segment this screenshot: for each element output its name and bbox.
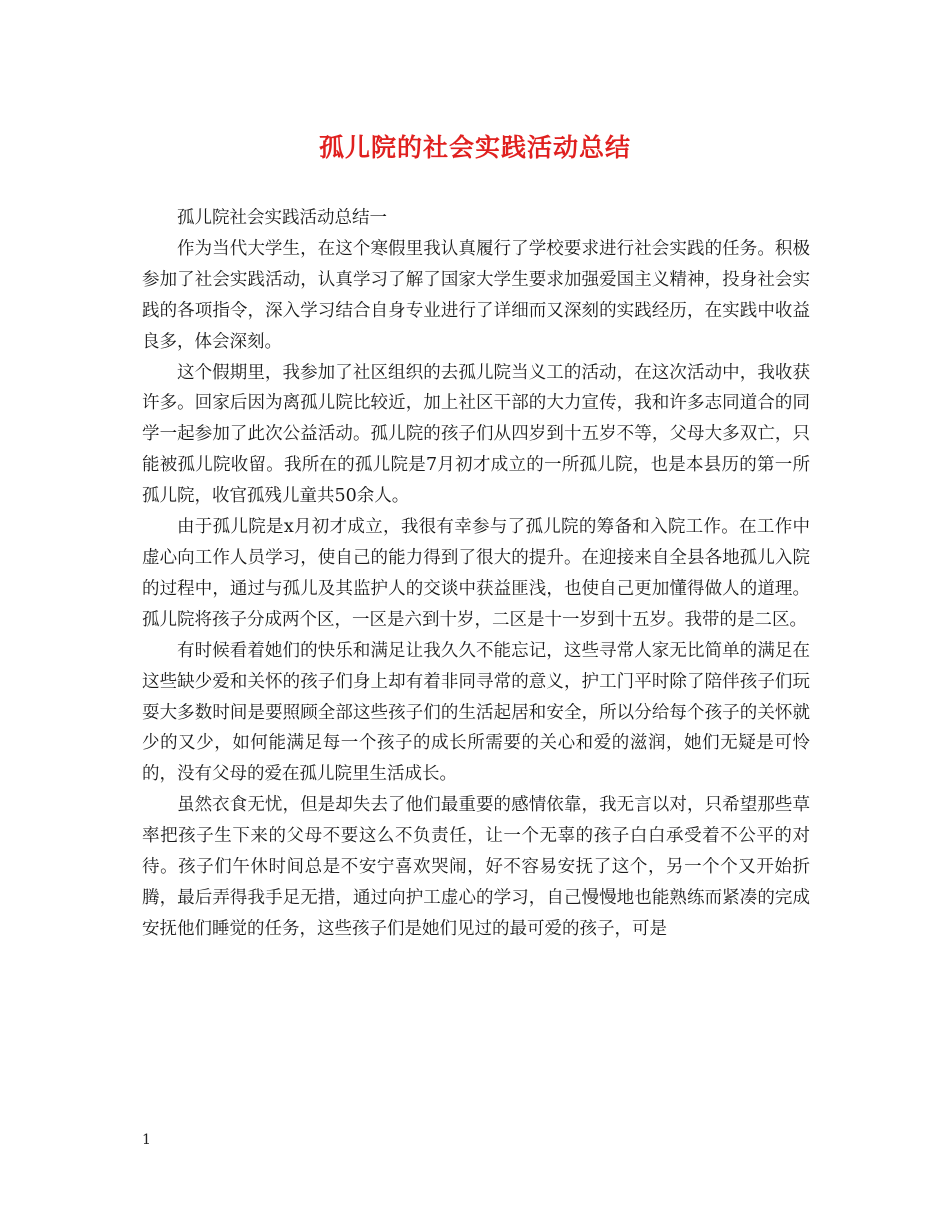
paragraph: 作为当代大学生，在这个寒假里我认真履行了学校要求进行社会实践的任务。积极参加了社会实践活动，认真学习了解了国家大学生要求加强爱国主义精神，投身社会实践的各项指令，深入学习结合自身专业进行了详细而又深刻的实践经历，在实践中收益良多，体会深刻。 [142,238,810,352]
page-number: 1 [142,1132,151,1148]
paragraph: 有时候看着她们的快乐和满足让我久久不能忘记，这些寻常人家无比简单的满足在这些缺少爱和关怀的孩子们身上却有着非同寻常的意义，护工门平时除了陪伴孩子们玩耍大多数时间是要照顾全部这些孩子们的生活起居和安全，所以分给每个孩子的关怀就少的又少，如何能满足每一个孩子的成长所需要的关心和爱的滋润，她们无疑是可怜的，没有父母的爱在孤儿院里生活成长。 [142,640,810,785]
document-body [142,203,810,945]
paragraph: 这个假期里，我参加了社区组织的去孤儿院当义工的活动，在这次活动中，我收获许多。回家后因为离孤儿院比较近，加上社区干部的大力宣传，我和许多志同道合的同学一起参加了此次公益活动。孤儿院的孩子们从四岁到十五岁不等，父母大多双亡，只能被孤儿院收留。我所在的孤儿院是7月初才成立的一所孤儿院，也是本县历的第一所孤儿院，收官孤残儿童共50余人。 [142,362,810,507]
paragraph: 由于孤儿院是x月初才成立，我很有幸参与了孤儿院的筹备和入院工作。在工作中虚心向工作人员学习，使自己的能力得到了很大的提升。在迎接来自全县各地孤儿入院的过程中，通过与孤儿及其监护人的交谈中获益匪浅，也使自己更加懂得做人的道理。孤儿院将孩子分成两个区，一区是六到十岁，二区是十一岁到十五岁。我带的是二区。 [142,517,810,630]
document-title: 孤儿院的社会实践活动总结 [318,133,631,162]
section-heading: 孤儿院社会实践活动总结一 [177,208,387,228]
paragraph: 虽然衣食无忧，但是却失去了他们最重要的感情依靠，我无言以对，只希望那些草率把孩子生下来的父母不要这么不负责任，让一个无辜的孩子白白承受着不公平的对待。孩子们午休时间总是不安宁喜欢哭闹，好不容易安抚了这个，另一个个又开始折腾，最后弄得我手足无措，通过向护工虚心的学习，自己慢慢地也能熟练而紧凑的完成安抚他们睡觉的任务，这些孩子们是她们见过的最可爱的孩子，可是 [142,795,810,939]
